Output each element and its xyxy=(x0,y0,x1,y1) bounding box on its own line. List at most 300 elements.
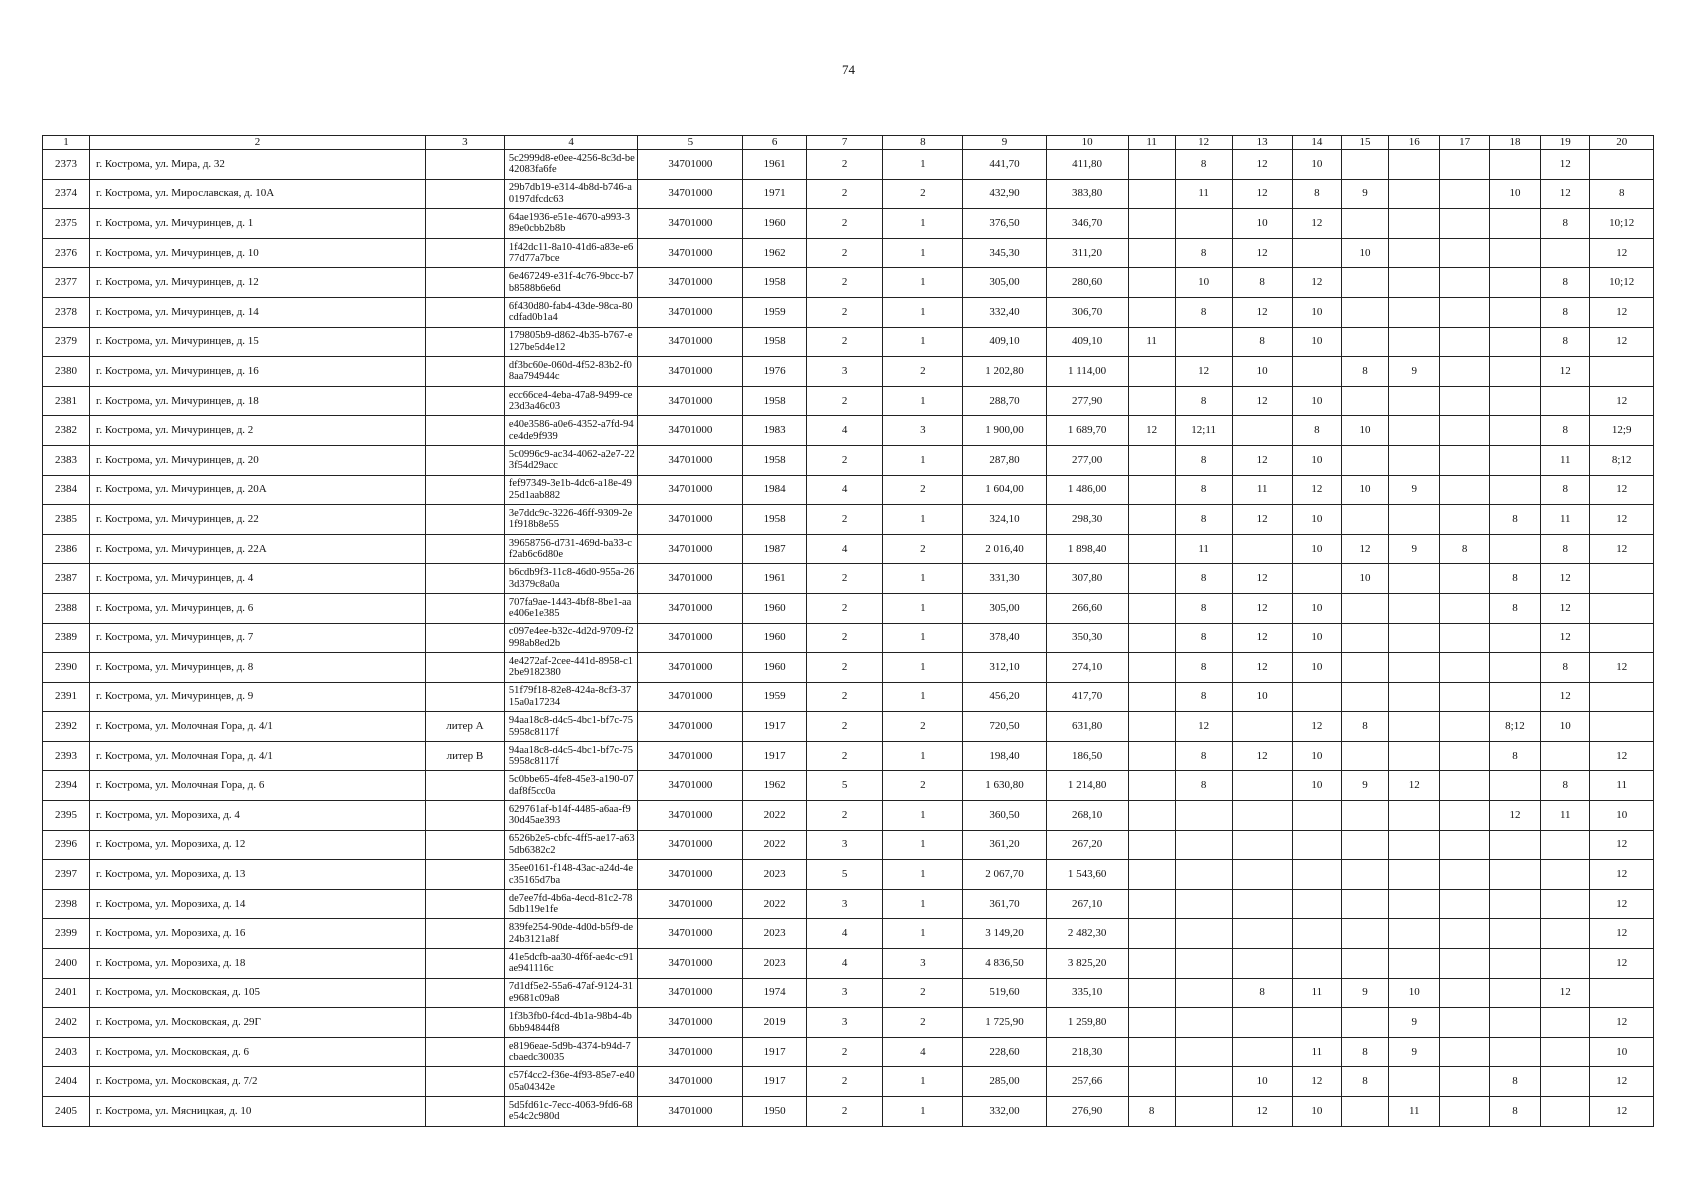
cell-col-7: 2 xyxy=(806,1067,883,1097)
cell-col-6: 1917 xyxy=(743,741,806,771)
cell-col-11 xyxy=(1128,593,1175,623)
cell-col-18 xyxy=(1489,771,1540,801)
cell-col-3 xyxy=(426,1008,505,1038)
cell-col-3: литер В xyxy=(426,741,505,771)
cell-col-19 xyxy=(1541,860,1590,890)
cell-col-5: 34701000 xyxy=(638,801,743,831)
cell-col-9: 2 067,70 xyxy=(963,860,1046,890)
cell-col-4: 179805b9-d862-4b35-b767-e127be5d4e12 xyxy=(504,327,638,357)
cell-col-17 xyxy=(1440,623,1489,653)
cell-col-7: 2 xyxy=(806,179,883,209)
cell-col-12 xyxy=(1175,1037,1232,1067)
cell-col-6: 2022 xyxy=(743,830,806,860)
cell-col-15: 12 xyxy=(1342,534,1389,564)
cell-col-12: 8 xyxy=(1175,238,1232,268)
column-header-3: 3 xyxy=(426,136,505,150)
cell-col-3 xyxy=(426,238,505,268)
cell-col-15 xyxy=(1342,653,1389,683)
cell-col-1: 2377 xyxy=(43,268,90,298)
cell-col-2: г. Кострома, ул. Московская, д. 7/2 xyxy=(90,1067,426,1097)
cell-col-14: 10 xyxy=(1292,534,1341,564)
cell-col-10: 2 482,30 xyxy=(1046,919,1128,949)
cell-col-4: 1f42dc11-8a10-41d6-a83e-e677d77a7bce xyxy=(504,238,638,268)
cell-col-10: 411,80 xyxy=(1046,150,1128,180)
cell-col-1: 2400 xyxy=(43,949,90,979)
cell-col-16 xyxy=(1389,682,1440,712)
cell-col-4: 839fe254-90de-4d0d-b5f9-de24b3121a8f xyxy=(504,919,638,949)
cell-col-5: 34701000 xyxy=(638,949,743,979)
table-row xyxy=(43,357,1654,387)
cell-col-10: 298,30 xyxy=(1046,505,1128,535)
cell-col-4: 629761af-b14f-4485-a6aa-f930d45ae393 xyxy=(504,801,638,831)
cell-col-4: c57f4cc2-f36e-4f93-85e7-e4005a04342e xyxy=(504,1067,638,1097)
cell-col-13 xyxy=(1232,1037,1292,1067)
column-header-20: 20 xyxy=(1590,136,1654,150)
cell-col-6: 1959 xyxy=(743,682,806,712)
cell-col-3 xyxy=(426,919,505,949)
cell-col-2: г. Кострома, ул. Молочная Гора, д. 4/1 xyxy=(90,712,426,742)
cell-col-3 xyxy=(426,830,505,860)
cell-col-13: 12 xyxy=(1232,593,1292,623)
cell-col-3 xyxy=(426,297,505,327)
cell-col-1: 2398 xyxy=(43,889,90,919)
cell-col-15 xyxy=(1342,1097,1389,1127)
cell-col-16: 12 xyxy=(1389,771,1440,801)
cell-col-4: 39658756-d731-469d-ba33-cf2ab6c6d80e xyxy=(504,534,638,564)
cell-col-4: 1f3b3fb0-f4cd-4b1a-98b4-4b6bb94844f8 xyxy=(504,1008,638,1038)
cell-col-7: 2 xyxy=(806,268,883,298)
cell-col-16 xyxy=(1389,327,1440,357)
cell-col-5: 34701000 xyxy=(638,830,743,860)
cell-col-6: 2022 xyxy=(743,889,806,919)
cell-col-1: 2385 xyxy=(43,505,90,535)
column-number-header-row xyxy=(43,136,1654,150)
cell-col-19 xyxy=(1541,889,1590,919)
cell-col-8: 1 xyxy=(883,889,963,919)
cell-col-19: 11 xyxy=(1541,445,1590,475)
cell-col-8: 2 xyxy=(883,475,963,505)
table-row xyxy=(43,593,1654,623)
cell-col-14: 11 xyxy=(1292,1037,1341,1067)
cell-col-12 xyxy=(1175,919,1232,949)
cell-col-12: 8 xyxy=(1175,623,1232,653)
cell-col-7: 2 xyxy=(806,653,883,683)
table-row xyxy=(43,238,1654,268)
cell-col-3 xyxy=(426,209,505,239)
cell-col-17: 8 xyxy=(1440,534,1489,564)
cell-col-13: 12 xyxy=(1232,238,1292,268)
cell-col-14: 10 xyxy=(1292,386,1341,416)
table-row xyxy=(43,682,1654,712)
cell-col-9: 198,40 xyxy=(963,741,1046,771)
cell-col-17 xyxy=(1440,860,1489,890)
cell-col-16: 9 xyxy=(1389,475,1440,505)
cell-col-9: 345,30 xyxy=(963,238,1046,268)
cell-col-13 xyxy=(1232,1008,1292,1038)
table-row xyxy=(43,268,1654,298)
cell-col-11 xyxy=(1128,534,1175,564)
cell-col-19 xyxy=(1541,1037,1590,1067)
cell-col-4: 35ee0161-f148-43ac-a24d-4ec35165d7ba xyxy=(504,860,638,890)
cell-col-3 xyxy=(426,534,505,564)
cell-col-18: 8 xyxy=(1489,593,1540,623)
cell-col-19: 11 xyxy=(1541,505,1590,535)
cell-col-8: 3 xyxy=(883,949,963,979)
cell-col-3 xyxy=(426,475,505,505)
cell-col-15 xyxy=(1342,801,1389,831)
cell-col-12 xyxy=(1175,209,1232,239)
cell-col-17 xyxy=(1440,505,1489,535)
cell-col-13: 10 xyxy=(1232,209,1292,239)
cell-col-12: 11 xyxy=(1175,534,1232,564)
cell-col-13 xyxy=(1232,712,1292,742)
cell-col-11 xyxy=(1128,179,1175,209)
cell-col-7: 2 xyxy=(806,1097,883,1127)
cell-col-11 xyxy=(1128,978,1175,1008)
cell-col-10: 346,70 xyxy=(1046,209,1128,239)
cell-col-17 xyxy=(1440,653,1489,683)
cell-col-12: 8 xyxy=(1175,386,1232,416)
cell-col-7: 2 xyxy=(806,712,883,742)
cell-col-15: 8 xyxy=(1342,357,1389,387)
cell-col-12: 8 xyxy=(1175,593,1232,623)
cell-col-19 xyxy=(1541,386,1590,416)
cell-col-4: e40e3586-a0e6-4352-a7fd-94ce4de9f939 xyxy=(504,416,638,446)
cell-col-13 xyxy=(1232,949,1292,979)
cell-col-10: 267,20 xyxy=(1046,830,1128,860)
cell-col-8: 2 xyxy=(883,771,963,801)
cell-col-7: 2 xyxy=(806,238,883,268)
cell-col-2: г. Кострома, ул. Московская, д. 29Г xyxy=(90,1008,426,1038)
cell-col-18 xyxy=(1489,327,1540,357)
cell-col-13 xyxy=(1232,801,1292,831)
cell-col-19: 10 xyxy=(1541,712,1590,742)
cell-col-13 xyxy=(1232,919,1292,949)
cell-col-3 xyxy=(426,623,505,653)
cell-col-16: 9 xyxy=(1389,357,1440,387)
table-row xyxy=(43,1008,1654,1038)
cell-col-8: 1 xyxy=(883,268,963,298)
cell-col-20: 12 xyxy=(1590,949,1654,979)
cell-col-2: г. Кострома, ул. Мира, д. 32 xyxy=(90,150,426,180)
cell-col-10: 274,10 xyxy=(1046,653,1128,683)
cell-col-6: 1950 xyxy=(743,1097,806,1127)
cell-col-14: 10 xyxy=(1292,623,1341,653)
cell-col-18 xyxy=(1489,978,1540,1008)
cell-col-4: 5d5fd61c-7ecc-4063-9fd6-68e54c2c980d xyxy=(504,1097,638,1127)
cell-col-16 xyxy=(1389,268,1440,298)
cell-col-19: 8 xyxy=(1541,297,1590,327)
cell-col-6: 1960 xyxy=(743,209,806,239)
cell-col-9: 285,00 xyxy=(963,1067,1046,1097)
cell-col-16 xyxy=(1389,830,1440,860)
cell-col-15: 10 xyxy=(1342,416,1389,446)
cell-col-5: 34701000 xyxy=(638,741,743,771)
cell-col-12: 8 xyxy=(1175,564,1232,594)
cell-col-6: 1917 xyxy=(743,1067,806,1097)
cell-col-2: г. Кострома, ул. Мичуринцев, д. 10 xyxy=(90,238,426,268)
cell-col-18 xyxy=(1489,445,1540,475)
cell-col-11 xyxy=(1128,386,1175,416)
cell-col-3 xyxy=(426,357,505,387)
cell-col-10: 1 898,40 xyxy=(1046,534,1128,564)
cell-col-11: 12 xyxy=(1128,416,1175,446)
cell-col-7: 4 xyxy=(806,416,883,446)
cell-col-17 xyxy=(1440,1067,1489,1097)
cell-col-8: 2 xyxy=(883,712,963,742)
cell-col-1: 2384 xyxy=(43,475,90,505)
cell-col-4: 707fa9ae-1443-4bf8-8be1-aae406e1e385 xyxy=(504,593,638,623)
cell-col-3 xyxy=(426,268,505,298)
table-row xyxy=(43,534,1654,564)
column-header-8: 8 xyxy=(883,136,963,150)
cell-col-20: 12 xyxy=(1590,386,1654,416)
column-header-11: 11 xyxy=(1128,136,1175,150)
column-header-7: 7 xyxy=(806,136,883,150)
column-header-12: 12 xyxy=(1175,136,1232,150)
cell-col-20: 12 xyxy=(1590,653,1654,683)
cell-col-1: 2389 xyxy=(43,623,90,653)
cell-col-18 xyxy=(1489,534,1540,564)
cell-col-17 xyxy=(1440,771,1489,801)
column-header-5: 5 xyxy=(638,136,743,150)
column-header-4: 4 xyxy=(504,136,638,150)
cell-col-20: 12 xyxy=(1590,919,1654,949)
cell-col-7: 2 xyxy=(806,386,883,416)
cell-col-16 xyxy=(1389,889,1440,919)
cell-col-13: 12 xyxy=(1232,179,1292,209)
cell-col-3 xyxy=(426,1037,505,1067)
cell-col-1: 2379 xyxy=(43,327,90,357)
cell-col-5: 34701000 xyxy=(638,416,743,446)
cell-col-19: 8 xyxy=(1541,653,1590,683)
cell-col-12: 12 xyxy=(1175,357,1232,387)
cell-col-18 xyxy=(1489,238,1540,268)
cell-col-4: b6cdb9f3-11c8-46d0-955a-263d379c8a0a xyxy=(504,564,638,594)
cell-col-13: 8 xyxy=(1232,327,1292,357)
cell-col-10: 383,80 xyxy=(1046,179,1128,209)
cell-col-5: 34701000 xyxy=(638,534,743,564)
cell-col-17 xyxy=(1440,1037,1489,1067)
cell-col-5: 34701000 xyxy=(638,1067,743,1097)
cell-col-12 xyxy=(1175,830,1232,860)
cell-col-4: ecc66ce4-4eba-47a8-9499-ce23d3a46c03 xyxy=(504,386,638,416)
cell-col-2: г. Кострома, ул. Московская, д. 105 xyxy=(90,978,426,1008)
cell-col-3 xyxy=(426,949,505,979)
cell-col-17 xyxy=(1440,1008,1489,1038)
cell-col-15: 9 xyxy=(1342,978,1389,1008)
cell-col-3: литер А xyxy=(426,712,505,742)
cell-col-10: 1 689,70 xyxy=(1046,416,1128,446)
cell-col-12: 8 xyxy=(1175,475,1232,505)
cell-col-11 xyxy=(1128,830,1175,860)
cell-col-20: 12 xyxy=(1590,505,1654,535)
cell-col-7: 2 xyxy=(806,564,883,594)
cell-col-17 xyxy=(1440,682,1489,712)
cell-col-9: 1 725,90 xyxy=(963,1008,1046,1038)
cell-col-19: 12 xyxy=(1541,978,1590,1008)
cell-col-6: 2023 xyxy=(743,860,806,890)
cell-col-3 xyxy=(426,771,505,801)
cell-col-10: 417,70 xyxy=(1046,682,1128,712)
cell-col-19: 8 xyxy=(1541,475,1590,505)
cell-col-8: 3 xyxy=(883,416,963,446)
page-number: 74 xyxy=(842,62,855,77)
cell-col-17 xyxy=(1440,386,1489,416)
cell-col-13: 12 xyxy=(1232,623,1292,653)
cell-col-11: 11 xyxy=(1128,327,1175,357)
cell-col-11 xyxy=(1128,712,1175,742)
cell-col-20 xyxy=(1590,593,1654,623)
cell-col-11 xyxy=(1128,238,1175,268)
table-row xyxy=(43,1097,1654,1127)
cell-col-3 xyxy=(426,150,505,180)
cell-col-18: 8;12 xyxy=(1489,712,1540,742)
cell-col-14: 10 xyxy=(1292,505,1341,535)
cell-col-9: 1 630,80 xyxy=(963,771,1046,801)
cell-col-2: г. Кострома, ул. Мичуринцев, д. 15 xyxy=(90,327,426,357)
cell-col-1: 2391 xyxy=(43,682,90,712)
cell-col-19 xyxy=(1541,1067,1590,1097)
cell-col-4: fef97349-3e1b-4dc6-a18e-4925d1aab882 xyxy=(504,475,638,505)
cell-col-18: 8 xyxy=(1489,564,1540,594)
cell-col-11 xyxy=(1128,150,1175,180)
cell-col-12: 8 xyxy=(1175,150,1232,180)
cell-col-20 xyxy=(1590,978,1654,1008)
cell-col-2: г. Кострома, ул. Мичуринцев, д. 14 xyxy=(90,297,426,327)
cell-col-2: г. Кострома, ул. Морозиха, д. 14 xyxy=(90,889,426,919)
cell-col-16: 10 xyxy=(1389,978,1440,1008)
cell-col-4: 64ae1936-e51e-4670-a993-389e0cbb2b8b xyxy=(504,209,638,239)
cell-col-2: г. Кострома, ул. Мичуринцев, д. 12 xyxy=(90,268,426,298)
cell-col-8: 1 xyxy=(883,919,963,949)
cell-col-5: 34701000 xyxy=(638,1097,743,1127)
cell-col-19: 8 xyxy=(1541,209,1590,239)
cell-col-1: 2392 xyxy=(43,712,90,742)
cell-col-5: 34701000 xyxy=(638,179,743,209)
cell-col-2: г. Кострома, ул. Мичуринцев, д. 20 xyxy=(90,445,426,475)
cell-col-20 xyxy=(1590,712,1654,742)
cell-col-5: 34701000 xyxy=(638,712,743,742)
cell-col-7: 2 xyxy=(806,801,883,831)
cell-col-1: 2404 xyxy=(43,1067,90,1097)
cell-col-19: 12 xyxy=(1541,623,1590,653)
cell-col-20: 12 xyxy=(1590,238,1654,268)
cell-col-19: 8 xyxy=(1541,534,1590,564)
cell-col-5: 34701000 xyxy=(638,297,743,327)
table-row xyxy=(43,327,1654,357)
table-row xyxy=(43,564,1654,594)
cell-col-14: 12 xyxy=(1292,268,1341,298)
cell-col-9: 4 836,50 xyxy=(963,949,1046,979)
cell-col-17 xyxy=(1440,919,1489,949)
cell-col-11 xyxy=(1128,445,1175,475)
cell-col-10: 280,60 xyxy=(1046,268,1128,298)
cell-col-15 xyxy=(1342,327,1389,357)
cell-col-6: 1961 xyxy=(743,564,806,594)
cell-col-4: 6f430d80-fab4-43de-98ca-80cdfad0b1a4 xyxy=(504,297,638,327)
cell-col-10: 409,10 xyxy=(1046,327,1128,357)
cell-col-3 xyxy=(426,386,505,416)
cell-col-7: 3 xyxy=(806,889,883,919)
cell-col-9: 378,40 xyxy=(963,623,1046,653)
cell-col-17 xyxy=(1440,712,1489,742)
cell-col-8: 1 xyxy=(883,386,963,416)
cell-col-6: 1958 xyxy=(743,327,806,357)
cell-col-17 xyxy=(1440,209,1489,239)
cell-col-15 xyxy=(1342,741,1389,771)
housing-register-sheet xyxy=(42,135,1654,1127)
cell-col-5: 34701000 xyxy=(638,1008,743,1038)
cell-col-16 xyxy=(1389,445,1440,475)
cell-col-15 xyxy=(1342,268,1389,298)
column-header-9: 9 xyxy=(963,136,1046,150)
cell-col-10: 3 825,20 xyxy=(1046,949,1128,979)
cell-col-12: 12 xyxy=(1175,712,1232,742)
cell-col-3 xyxy=(426,564,505,594)
table-row xyxy=(43,416,1654,446)
cell-col-16 xyxy=(1389,150,1440,180)
cell-col-7: 2 xyxy=(806,505,883,535)
cell-col-14 xyxy=(1292,830,1341,860)
cell-col-8: 2 xyxy=(883,1008,963,1038)
cell-col-16 xyxy=(1389,919,1440,949)
cell-col-20: 11 xyxy=(1590,771,1654,801)
cell-col-16 xyxy=(1389,653,1440,683)
cell-col-11 xyxy=(1128,1067,1175,1097)
cell-col-13: 8 xyxy=(1232,268,1292,298)
cell-col-9: 332,00 xyxy=(963,1097,1046,1127)
cell-col-9: 228,60 xyxy=(963,1037,1046,1067)
cell-col-6: 1971 xyxy=(743,179,806,209)
cell-col-12 xyxy=(1175,949,1232,979)
cell-col-18: 8 xyxy=(1489,1097,1540,1127)
cell-col-1: 2393 xyxy=(43,741,90,771)
cell-col-11 xyxy=(1128,860,1175,890)
cell-col-20: 12 xyxy=(1590,1008,1654,1038)
cell-col-17 xyxy=(1440,416,1489,446)
cell-col-20: 8;12 xyxy=(1590,445,1654,475)
cell-col-20: 10;12 xyxy=(1590,209,1654,239)
cell-col-14: 12 xyxy=(1292,209,1341,239)
cell-col-11 xyxy=(1128,505,1175,535)
cell-col-5: 34701000 xyxy=(638,386,743,416)
cell-col-20 xyxy=(1590,357,1654,387)
cell-col-9: 1 202,80 xyxy=(963,357,1046,387)
cell-col-8: 1 xyxy=(883,860,963,890)
cell-col-11 xyxy=(1128,1008,1175,1038)
cell-col-12: 10 xyxy=(1175,268,1232,298)
cell-col-2: г. Кострома, ул. Молочная Гора, д. 4/1 xyxy=(90,741,426,771)
cell-col-15 xyxy=(1342,682,1389,712)
cell-col-1: 2397 xyxy=(43,860,90,890)
table-row xyxy=(43,830,1654,860)
cell-col-15 xyxy=(1342,297,1389,327)
cell-col-3 xyxy=(426,801,505,831)
cell-col-20: 12 xyxy=(1590,1067,1654,1097)
cell-col-14: 11 xyxy=(1292,978,1341,1008)
cell-col-2: г. Кострома, ул. Мичуринцев, д. 20А xyxy=(90,475,426,505)
table-row xyxy=(43,179,1654,209)
cell-col-4: de7ee7fd-4b6a-4ecd-81c2-785db119e1fe xyxy=(504,889,638,919)
table-row xyxy=(43,860,1654,890)
cell-col-6: 1987 xyxy=(743,534,806,564)
cell-col-9: 2 016,40 xyxy=(963,534,1046,564)
cell-col-9: 287,80 xyxy=(963,445,1046,475)
cell-col-6: 1958 xyxy=(743,445,806,475)
cell-col-2: г. Кострома, ул. Мичуринцев, д. 4 xyxy=(90,564,426,594)
cell-col-8: 1 xyxy=(883,830,963,860)
